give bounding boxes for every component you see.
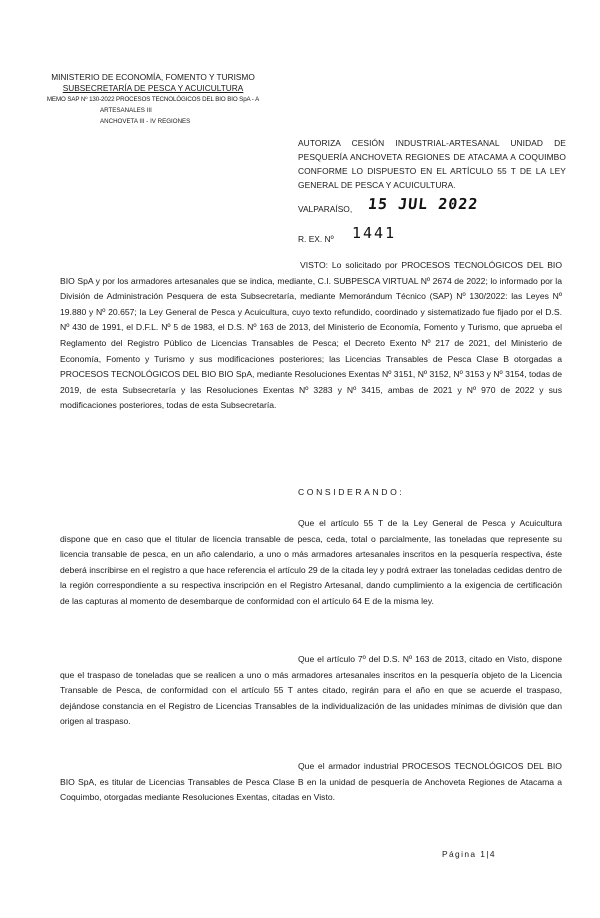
resolution-label: R. EX. Nº: [298, 234, 334, 244]
resolution-number: 1441: [352, 224, 397, 242]
paragraph-2-body: en Visto, dispone que el traspaso de toneladas que se realicen a uno o más armadores artesanales inscritos en la pesquería objeto de la Licencia Transable de Pesca, de conformidad con el artículo 55 T antes citado, regirán para el año en que se acuerde el traspaso, dejándose constancia en el Registro de Licencias Transables de la individualización de las unidades mínimas de división que dan origen al traspaso.: [60, 654, 562, 727]
resolution-title: AUTORIZA CESIÓN INDUSTRIAL-ARTESANAL UNIDAD DE PESQUERÍA ANCHOVETA REGIONES DE ATACAMA A COQUIMBO CONFORME LO DISPUESTO EN EL ARTÍCULO 55 T DE LA LEY GENERAL DE PESCA Y ACUICULTURA.: [298, 138, 566, 190]
page-number: Página 1|4: [442, 849, 496, 859]
considerando-heading: CONSIDERANDO:: [298, 487, 405, 497]
paragraph-3-body: TECNOLÓGICOS DEL BIO BIO SpA, es titular de Licencias Transables de Pesca Clase B en la unidad de pesquería de Anchoveta Regiones de Atacama a Coquimbo, otorgadas mediante Resoluciones Exentas, citadas en Visto.: [60, 761, 562, 803]
memo-reference: MEMO SAP Nº 130-2022 PROCESOS TECNOLÓGICOS DEL BIO BIO SpA - A: [46, 96, 260, 103]
visto-lead: VISTO: Lo solicitado por PROCESOS TECNOLÓGICOS: [300, 260, 524, 270]
memo-reference-line3: ANCHOVETA III - IV REGIONES: [100, 118, 191, 125]
subsecretariat-name: SUBSECRETARÍA DE PESCA Y ACUICULTURA: [62, 83, 244, 93]
letterhead: [28, 72, 278, 127]
visto-body: DEL BIO BIO SpA y por los armadores artesanales que se indica, mediante, C.I. SUBPESCA VIRTUAL Nº 2674 de 2022; lo informado por la División de Administración Pesquera de esta Subsecretaría, mediante Memorándum Técnico (SAP) Nº 130/2022: las Leyes Nº 19.880 y Nº 20.657; la Ley General de Pesca y Acuicultura, cuyo texto refundido, coordinado y sistematizado fue fijado por el D.S. Nº 430 de 1991, el D.F.L. Nº 5 de 1983, el D.S. Nº 163 de 2013, del Ministerio de Economía, Fomento y Turismo, que aprueba el Reglamento del Registro Público de Licencias Transables de Pesca; el Decreto Exento Nº 217 de 2021, del Ministerio de Economía, Fomento y Turismo y sus modificaciones posteriores; las Licencias Transables de Pesca Clase B otorgadas a PROCESOS TECNOLÓGICOS DEL BIO BIO SpA, mediante Resoluciones Exentas Nº 3151, Nº 3152, Nº 3153 y Nº 3154, todas de 2019, de esta Subsecretaría y las Resoluciones Exentas Nº 3283 y Nº 3415, ambas de 2021 y Nº 970 de 2022 y sus modificaciones posteriores, todas de esta Subsecretaría.: [60, 260, 563, 411]
paragraph-3-lead: Que el armador industrial PROCESOS: [298, 761, 451, 771]
paragraph-1-lead: Que el artículo 55 T de la Ley General de Pesca y: [298, 518, 516, 528]
considerando-paragraph-2: [60, 652, 562, 730]
date-stamp: 15 JUL 2022: [367, 195, 480, 213]
visto-section: [60, 258, 562, 414]
memo-reference-line2: ARTESANALES III: [100, 107, 152, 114]
considerando-paragraph-3: [60, 759, 562, 806]
paragraph-2-lead: Que el artículo 7º del D.S. Nº 163 de 2013, citado: [298, 654, 493, 664]
considerando-paragraph-1: [60, 516, 562, 610]
paragraph-1-body: Acuicultura dispone que en caso que el titular de licencia transable de pesca, ceda, total o parcialmente, las toneladas que represente su licencia transable de pesca, en un año calendario, a uno o más armadores artesanales inscritos en la pesquería respectiva, éste deberá inscribirse en el registro a que hace referencia el artículo 29 de la citada ley y podrá extraer las toneladas cedidas dentro de la región correspondiente a su respectiva inscripción en el Registro Artesanal, dando cumplimiento a la exigencia de certificación de las capturas al momento de desembarque de conformidad con el artículo 64 E de la misma ley.: [60, 518, 562, 606]
ministry-name: MINISTERIO DE ECONOMÍA, FOMENTO Y TURISMO: [51, 72, 255, 82]
place-label: VALPARAÍSO,: [298, 204, 353, 214]
